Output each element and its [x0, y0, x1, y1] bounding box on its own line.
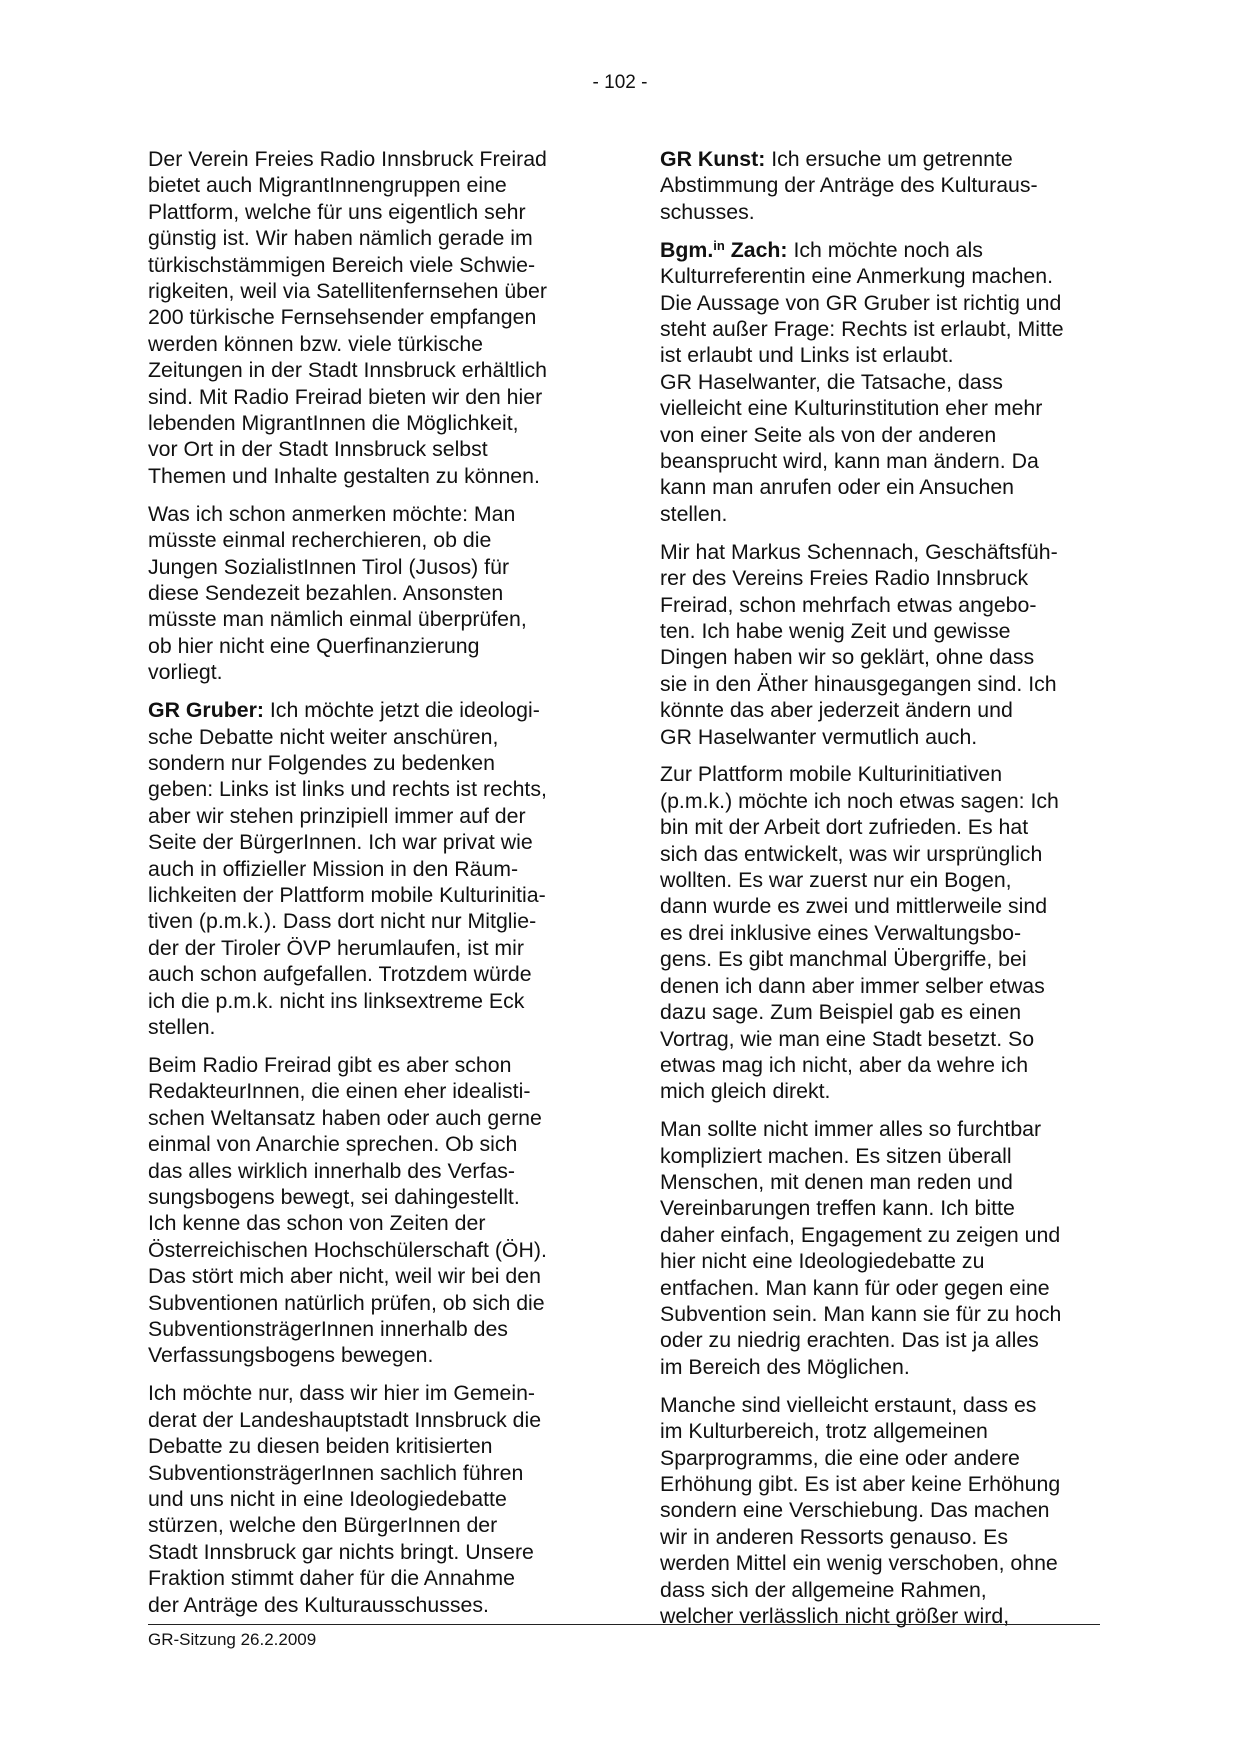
speaker-name: GR Gruber: — [148, 698, 264, 723]
speech-paragraph — [660, 146, 1100, 225]
paragraph: Ich möchte nur, dass wir hier im Gemein- derat der Landeshauptstadt Innsbruck die Debatte zu diesen beiden kritisierten SubventionsträgerInnen sachlich führen und uns nicht in eine Ideologiedebatte stürzen, welche den BürgerInnen der Stadt Innsbruck gar nichts bringt. Unsere Fraktion stimmt daher für die Annahme der Anträge des Kulturausschusses. — [148, 1381, 542, 1617]
paragraph: Manche sind vielleicht erstaunt, dass es im Kulturbereich, trotz allgemeinen Sparprogramms, die eine oder andere Erhöhung gibt. Es ist aber keine Erhöhung sondern eine Verschiebung. Das machen wir in anderen Ressorts genauso. Es werden Mittel ein wenig verschoben, ohne dass sich der allgemeine Rahmen, welcher verlässlich nicht größer wird, — [660, 1392, 1061, 1629]
speaker-surname: Zach: — [724, 237, 788, 262]
speaker-title-superscript: in — [713, 237, 725, 253]
paragraph: Was ich schon anmerken möchte: Man müsste einmal recherchieren, ob die Jungen SozialistInnen Tirol (Jusos) für diese Sendezeit bezahlen. Ansonsten müsste man nämlich einmal überprüfen, ob hier nicht eine Querfinanzierung vorliegt. — [148, 501, 527, 685]
paragraph: Man sollte nicht immer alles so furchtbar kompliziert machen. Es sitzen überall Menschen, mit denen man reden und Vereinbarungen treffen kann. Ich bitte daher einfach, Engagement zu zeigen und hier nicht eine Ideologiedebatte zu entfachen. Man kann für oder gegen eine Subvention sein. Man kann sie für zu hoch oder zu niedrig erachten. Das ist ja alles im Bereich des Möglichen. — [660, 1117, 1062, 1379]
speech-paragraph — [148, 697, 588, 1040]
right-column — [660, 146, 1100, 1641]
speaker-name: GR Kunst: — [660, 147, 766, 171]
left-column — [148, 146, 588, 1629]
speech-text: Ich möchte noch als Kulturreferentin eine Anmerkung machen. Die Aussage von GR Gruber ist richtig und steht außer Frage: Rechts ist erlaubt, Mitte ist erlaubt und Links ist erlaubt. GR Haselwanter, die Tatsache, dass vielleicht eine Kulturinstitution eher mehr von einer Seite als von der anderen beansprucht wird, kann man ändern. Da kann man anrufen oder ein Ansuchen stellen. — [660, 237, 1064, 526]
speech-text: Ich möchte jetzt die ideologi- sche Debatte nicht weiter anschüren, sondern nur Folgendes zu bedenken geben: Links ist links und rechts ist rechts, aber wir stehen prinzipiell immer auf der Seite der BürgerInnen. Ich war privat wie auch in offizieller Mission in den Räum- lichkeiten der Plattform mobile Kulturinitia- tiven (p.m.k.). Dass dort nicht nur Mitglie- der der Tiroler ÖVP herumlaufen, ist mir auch schon aufgefallen. Trotzdem würde ich die p.m.k. nicht ins linksextreme Eck stellen. — [148, 698, 547, 1039]
paragraph: Zur Plattform mobile Kulturinitiativen (p.m.k.) möchte ich noch etwas sagen: Ich bin mit der Arbeit dort zufrieden. Es hat sich das entwickelt, was wir ursprünglich wollten. Es war zuerst nur ein Bogen, dann wurde es zwei und mittlerweile sind es drei inklusive eines Verwaltungsbo- gens. Es gibt manchmal Übergriffe, bei denen ich dann aber immer selber etwas dazu sage. Zum Beispiel gab es einen Vortrag, wie man eine Stadt besetzt. So etwas mag ich nicht, aber da wehre ich mich gleich direkt. — [660, 762, 1059, 1104]
footer-divider — [148, 1624, 1100, 1625]
footer-session-date: GR-Sitzung 26.2.2009 — [148, 1630, 317, 1649]
speech-paragraph — [660, 237, 1100, 527]
paragraph: Mir hat Markus Schennach, Geschäftsfüh- rer des Vereins Freies Radio Innsbruck Freirad, schon mehrfach etwas angebo- ten. Ich habe wenig Zeit und gewisse Dingen haben wir so geklärt, ohne dass sie in den Äther hinausgegangen sind. Ich könnte das aber jederzeit ändern und GR Haselwanter vermutlich auch. — [660, 539, 1058, 749]
speaker-title: Bgm. — [660, 237, 714, 262]
page-number: - 102 - — [592, 72, 648, 93]
paragraph: Der Verein Freies Radio Innsbruck Freirad bietet auch MigrantInnengruppen eine Plattform, welche für uns eigentlich sehr günstig ist. Wir haben nämlich gerade im türkischstämmigen Bereich viele Schwie- rigkeiten, weil via Satellitenfernsehen über 200 türkische Fernsehsender empfangen werden können bzw. viele türkische Zeitungen in der Stadt Innsbruck erhältlich sind. Mit Radio Freirad bieten wir den hier lebenden MigrantInnen die Möglichkeit, vor Ort in der Stadt Innsbruck selbst Themen und Inhalte gestalten zu können. — [148, 147, 547, 488]
speech-text: Ich ersuche um getrennte Abstimmung der Anträge des Kulturaus- schusses. — [660, 147, 1038, 224]
paragraph: Beim Radio Freirad gibt es aber schon RedakteurInnen, die einen eher idealisti- schen Weltansatz haben oder auch gerne einmal von Anarchie sprechen. Ob sich das alles wirklich innerhalb des Verfas- sungsbogens bewegt, sei dahingestellt. Ich kenne das schon von Zeiten der Österreichischen Hochschülerschaft (ÖH). Das stört mich aber nicht, weil wir bei den Subventionen natürlich prüfen, ob sich die SubventionsträgerInnen innerhalb des Verfassungsbogens bewegen. — [148, 1052, 547, 1368]
speaker-name — [660, 238, 788, 262]
